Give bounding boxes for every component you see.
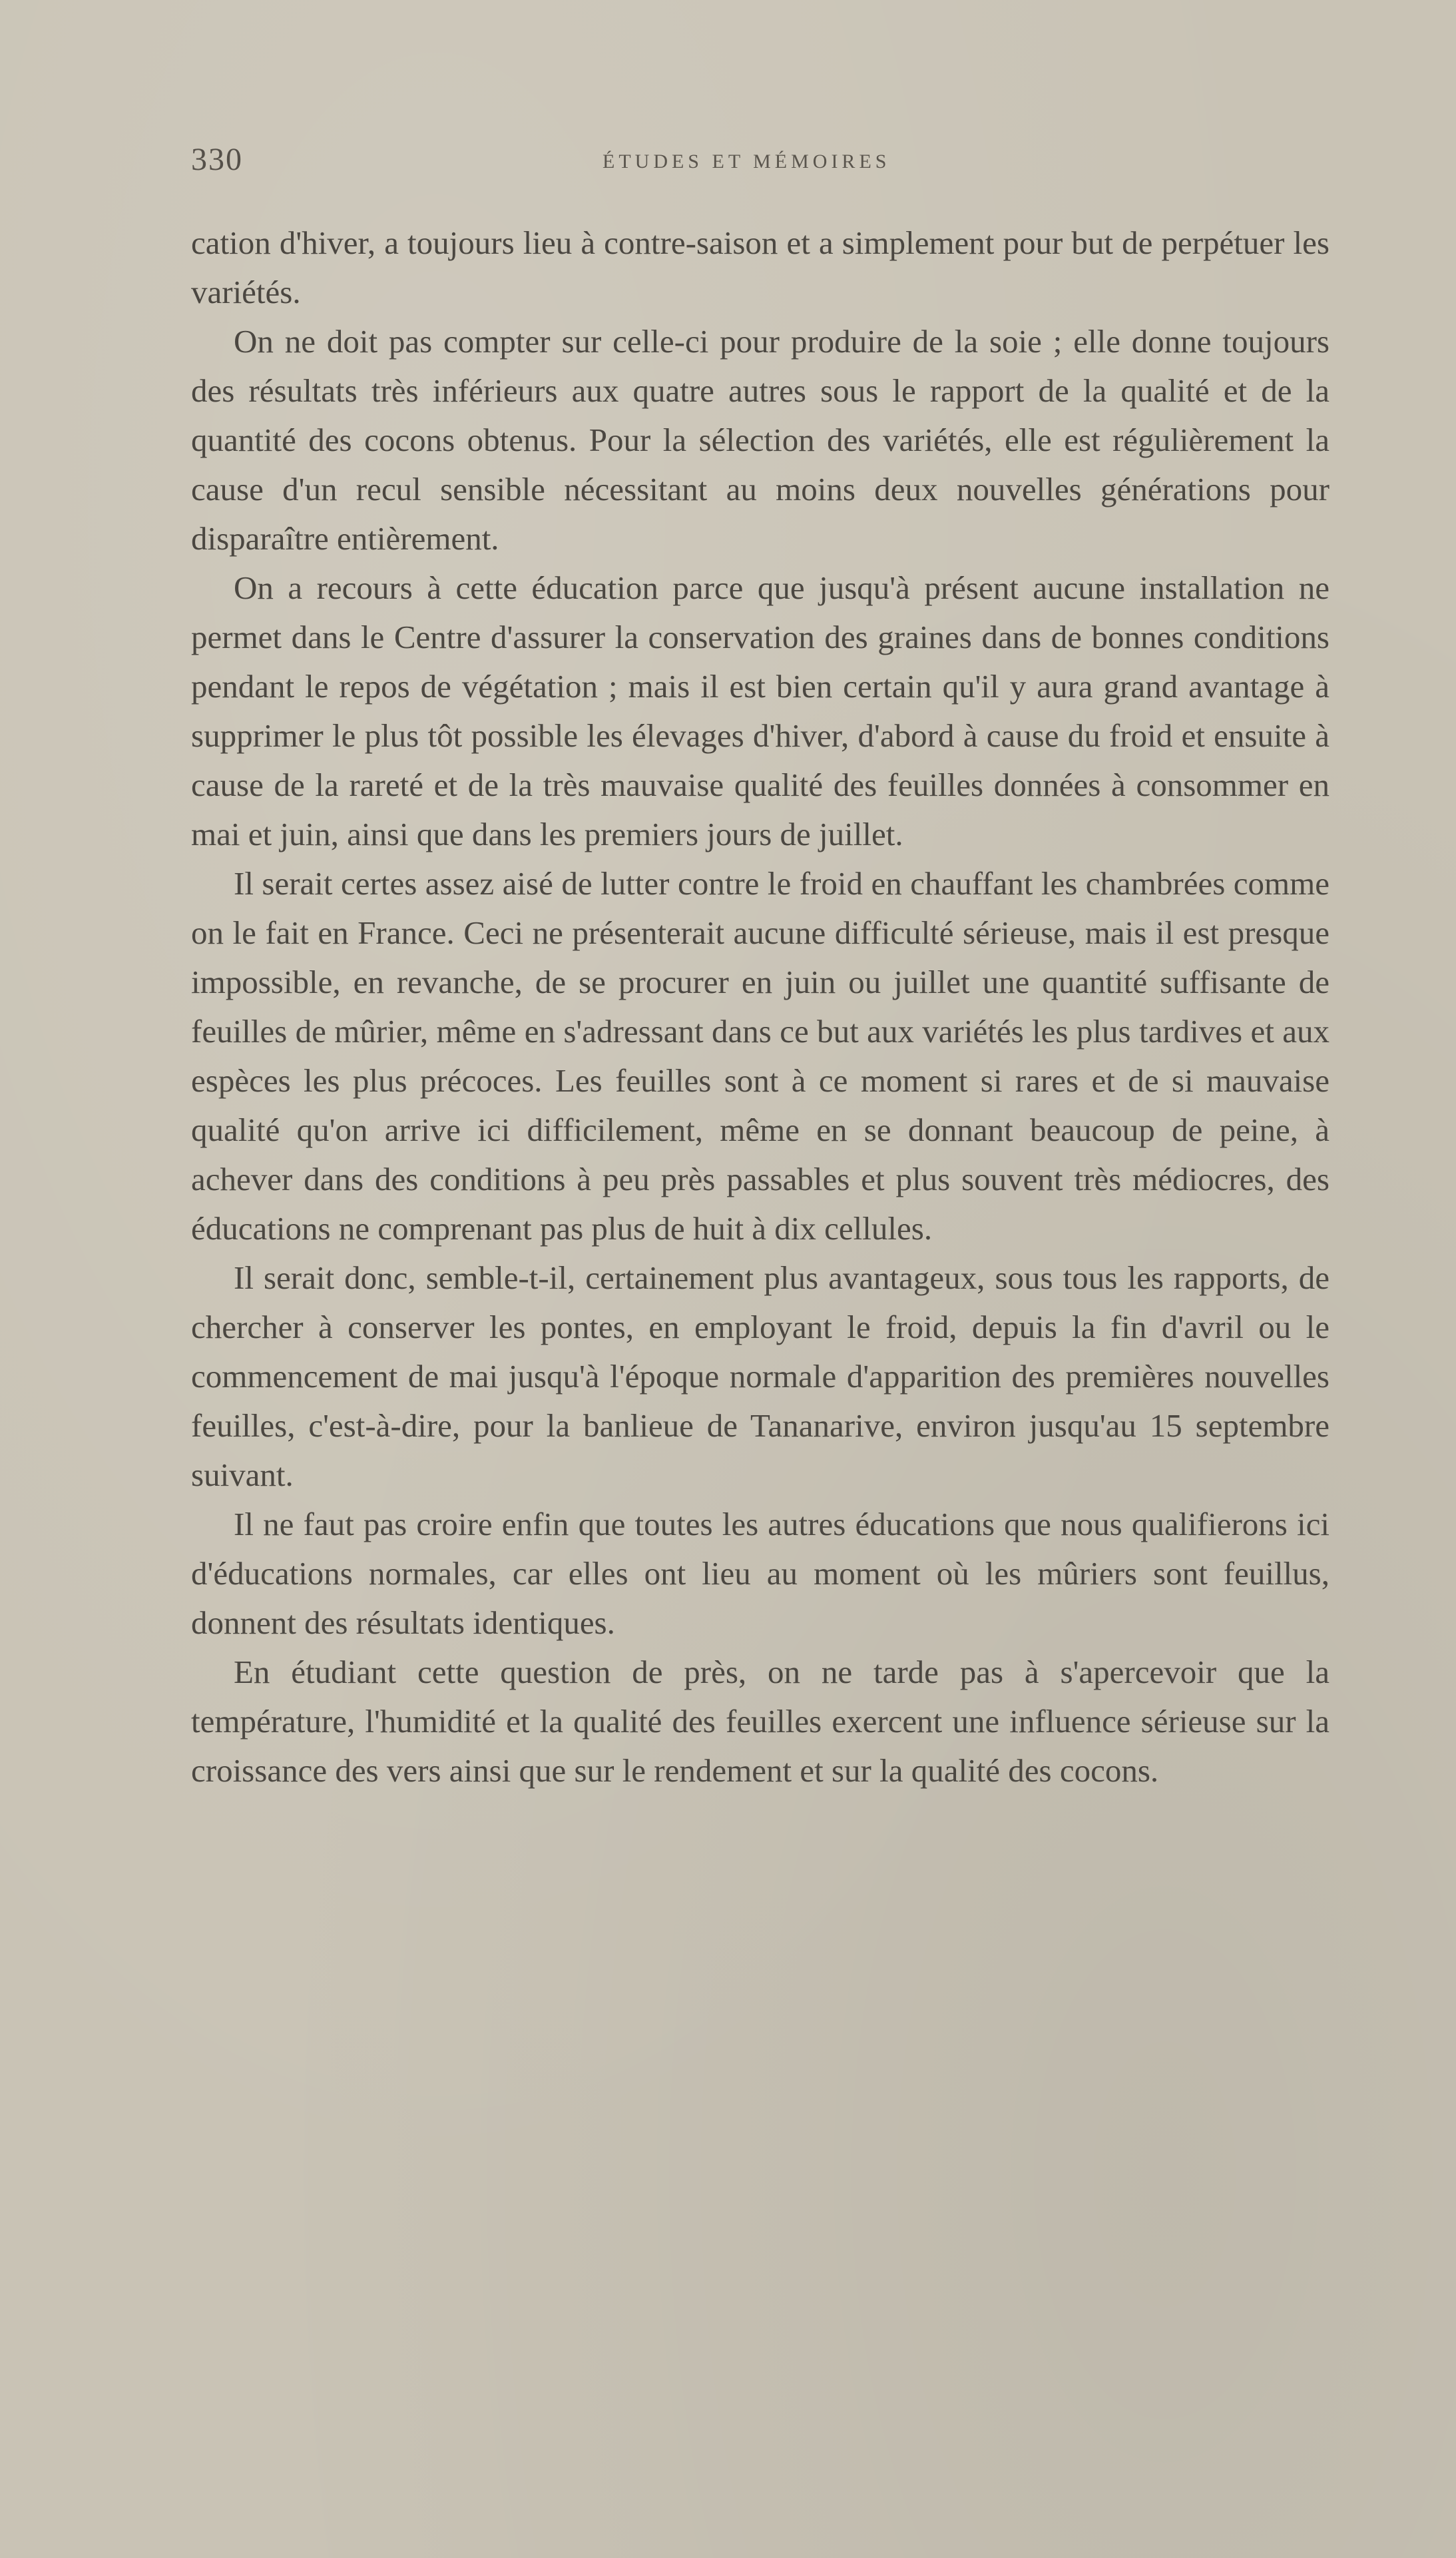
paragraph-7: En étudiant cette question de près, on ne tarde pas à s'apercevoir que la température, l'humidité et la qualité des feuilles exercent une influence sérieuse sur la croissance des vers ainsi que sur le rendement et sur la qualité des cocons. bbox=[191, 1654, 1330, 1789]
paragraph-3: On a recours à cette éducation parce que jusqu'à présent aucune installation ne permet dans le Centre d'assurer la conservation des graines dans de bonnes conditions pendant le repos de végétation ; mais il est bien certain qu'il y aura grand avantage à supprimer le plus tôt possible les élevages d'hiver, d'abord à cause du froid et ensuite à cause de la rareté et de la très mauvaise qualité des feuilles données à consommer en mai et juin, ainsi que dans les premiers jours de juillet. bbox=[191, 569, 1330, 852]
paragraph-4: Il serait certes assez aisé de lutter contre le froid en chauffant les chambrées comme on le fait en France. Ceci ne présenterait aucune difficulté sérieuse, mais il est presque impossible, en revanche, de se procurer en juin ou juillet une quantité suffisante de feuilles de mûrier, même en s'adressant dans ce but aux variétés les plus tardives et aux espèces les plus précoces. Les feuilles sont à ce moment si rares et de si mauvaise qualité qu'on arrive ici difficilement, même en se donnant beaucoup de peine, à achever dans des conditions à peu près passables et plus souvent très médiocres, des éducations ne comprenant pas plus de huit à dix cellules. bbox=[191, 865, 1330, 1247]
body-text bbox=[191, 218, 1330, 1795]
paragraph-5: Il serait donc, semble-t-il, certainement plus avantageux, sous tous les rapports, de chercher à conserver les pontes, en employant le froid, depuis la fin d'avril ou le commencement de mai jusqu'à l'époque normale d'apparition des premières nouvelles feuilles, c'est-à-dire, pour la banlieue de Tananarive, environ jusqu'au 15 septembre suivant. bbox=[191, 1259, 1330, 1493]
running-title: ÉTUDES ET MÉMOIRES bbox=[603, 151, 891, 172]
page-number: 330 bbox=[191, 142, 243, 177]
paragraph-1: cation d'hiver, a toujours lieu à contre-saison et a simplement pour but de perpétuer les variétés. bbox=[191, 224, 1330, 310]
running-head bbox=[191, 141, 1330, 188]
paragraph-2: On ne doit pas compter sur celle-ci pour produire de la soie ; elle donne toujours des résultats très inférieurs aux quatre autres sous le rapport de la qualité et de la quantité des cocons obtenus. Pour la sélection des variétés, elle est régulièrement la cause d'un recul sensible nécessitant au moins deux nouvelles générations pour disparaître entièrement. bbox=[191, 323, 1330, 557]
paragraph-6: Il ne faut pas croire enfin que toutes les autres éducations que nous qualifierons ici d'éducations normales, car elles ont lieu au moment où les mûriers sont feuillus, donnent des résultats identiques. bbox=[191, 1506, 1330, 1641]
